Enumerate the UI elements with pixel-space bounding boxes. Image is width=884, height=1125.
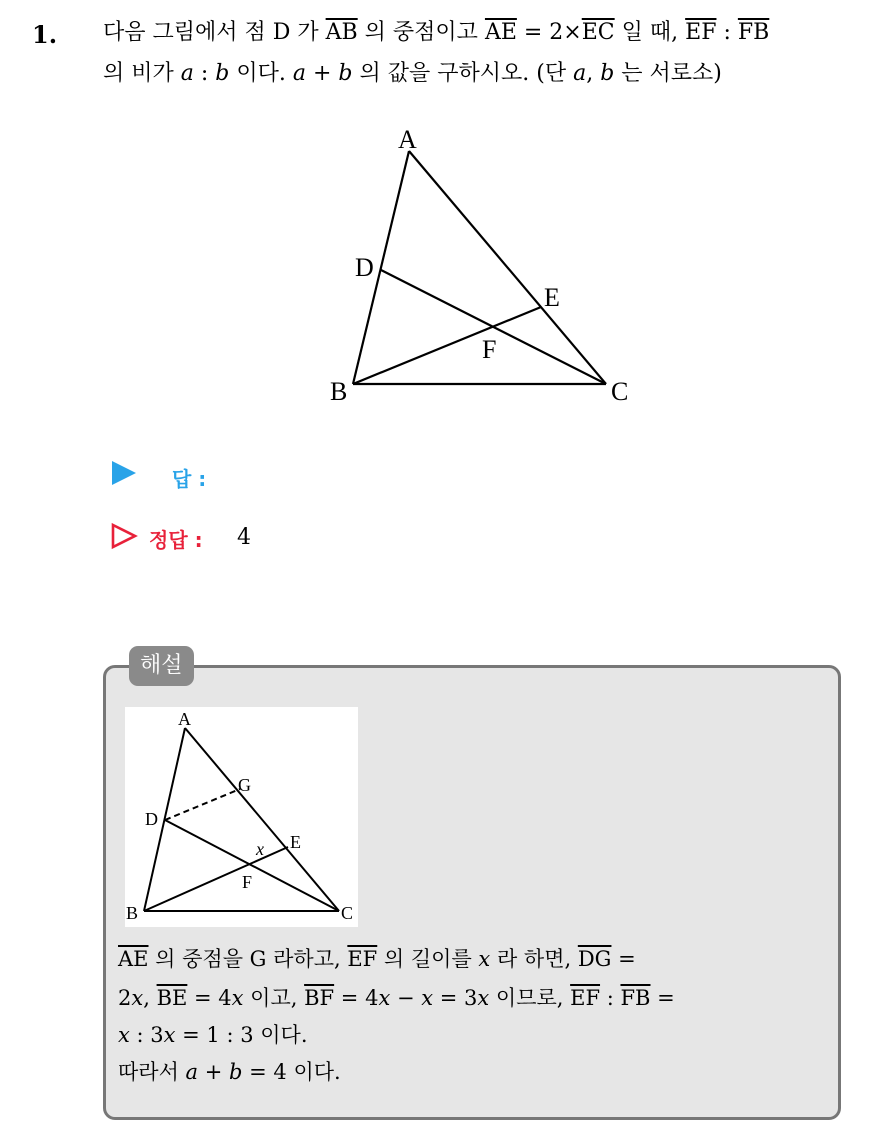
math-variable: x xyxy=(478,947,491,971)
text-run: = 4 xyxy=(187,986,232,1010)
triangle-figure xyxy=(320,118,640,413)
exp-segment-dc xyxy=(165,820,339,911)
text-run: 이고, xyxy=(243,986,305,1010)
correct-answer-value: 4 xyxy=(237,525,251,550)
explanation-line-2 xyxy=(118,988,675,1009)
label-b: B xyxy=(330,377,348,406)
math-variable: a xyxy=(180,61,194,86)
explanation-line-1 xyxy=(118,949,636,970)
math-variable: a xyxy=(185,1060,199,1084)
math-variable: x xyxy=(477,986,490,1010)
math-variable: b xyxy=(229,1060,243,1084)
answer-label: 답 : xyxy=(172,467,207,491)
math-variable: a xyxy=(573,61,587,86)
exp-segment-dg xyxy=(165,789,240,820)
text-run: 의 중점을 G 라하고, xyxy=(148,947,348,971)
text-run: 일 때, xyxy=(614,20,686,45)
label-c: C xyxy=(611,377,629,406)
segment-notation: $\overline{EF}$ xyxy=(570,986,601,1010)
text-run: 따라서 xyxy=(118,1060,186,1084)
segment-notation: $\overline{BF}$ xyxy=(304,986,335,1010)
text-run: 의 중점이고 xyxy=(357,20,485,45)
explanation-line-3 xyxy=(118,1025,308,1046)
segment-notation: $\overline{AE}$ xyxy=(484,20,517,45)
label-f: F xyxy=(482,335,497,364)
segment-notation: $\overline{BE}$ xyxy=(156,986,188,1010)
exp-label-b: B xyxy=(126,903,139,923)
math-variable: b xyxy=(338,61,353,86)
text-run: 의 길이를 xyxy=(377,947,479,971)
text-run: : 3 xyxy=(129,1023,164,1047)
text-run: 의 값을 구하시오. (단 xyxy=(352,61,574,86)
text-run: : xyxy=(600,986,621,1010)
segment-notation: $\overline{AE}$ xyxy=(118,947,149,971)
exp-label-c: C xyxy=(341,903,354,923)
correct-answer-label: 정답 : xyxy=(149,528,203,552)
exp-segment-be xyxy=(144,847,288,911)
segment-notation: $\overline{DG}$ xyxy=(577,947,612,971)
text-run: 라 하면, xyxy=(490,947,578,971)
segment-be xyxy=(353,307,541,384)
exp-label-a: A xyxy=(178,709,191,729)
segment-notation: $\overline{EC}$ xyxy=(581,20,615,45)
text-run: 이므로, xyxy=(489,986,571,1010)
segment-notation: $\overline{EF}$ xyxy=(685,20,717,45)
exp-label-e: E xyxy=(290,832,301,852)
explanation-figure xyxy=(125,707,358,927)
text-run: 는 서로소) xyxy=(614,61,722,86)
label-e: E xyxy=(544,283,560,312)
math-variable: x xyxy=(421,986,434,1010)
text-run: : xyxy=(193,61,216,86)
text-run: , xyxy=(143,986,157,1010)
text-run: = 4 이다. xyxy=(242,1060,341,1084)
text-run: − xyxy=(390,986,422,1010)
math-variable: x xyxy=(378,986,391,1010)
text-run: : xyxy=(716,20,738,45)
text-run: = xyxy=(611,947,636,971)
math-variable: x xyxy=(131,986,144,1010)
label-a: A xyxy=(398,125,417,154)
segment-notation: $\overline{FB}$ xyxy=(737,20,770,45)
exp-label-x: x xyxy=(256,839,264,859)
text-run: , xyxy=(586,61,601,86)
text-run: 이다. xyxy=(229,61,293,86)
exp-label-g: G xyxy=(238,775,251,795)
math-variable: b xyxy=(600,61,615,86)
explanation-line-4 xyxy=(118,1062,341,1083)
question-text-line-1 xyxy=(103,22,769,44)
correct-answer-arrow-icon xyxy=(110,522,138,550)
segment-notation: $\overline{FB}$ xyxy=(620,986,651,1010)
math-variable: x xyxy=(231,986,244,1010)
segment-notation: $\overline{AB}$ xyxy=(325,20,358,45)
label-d: D xyxy=(355,253,374,282)
math-variable: x xyxy=(163,1023,176,1047)
text-run: + xyxy=(198,1060,230,1084)
text-run: = xyxy=(650,986,675,1010)
segment-notation: $\overline{EF}$ xyxy=(347,947,378,971)
text-run: 의 비가 xyxy=(103,61,181,86)
text-run: = 2× xyxy=(516,20,582,45)
math-variable: a xyxy=(292,61,306,86)
text-run: 2 xyxy=(118,986,132,1010)
text-run: = 3 xyxy=(433,986,478,1010)
text-run: + xyxy=(305,61,339,86)
math-variable: x xyxy=(118,1023,130,1047)
text-run: = 4 xyxy=(334,986,379,1010)
explanation-tag: 해설 xyxy=(129,646,194,686)
text-run: 다음 그림에서 점 D 가 xyxy=(103,20,326,45)
exp-label-d: D xyxy=(145,809,158,829)
question-number: 1. xyxy=(32,20,58,49)
math-variable: b xyxy=(215,61,230,86)
question-text-line-2 xyxy=(103,63,722,85)
answer-arrow-icon xyxy=(112,461,136,485)
exp-label-f: F xyxy=(242,872,253,892)
text-run: = 1 : 3 이다. xyxy=(175,1023,308,1047)
